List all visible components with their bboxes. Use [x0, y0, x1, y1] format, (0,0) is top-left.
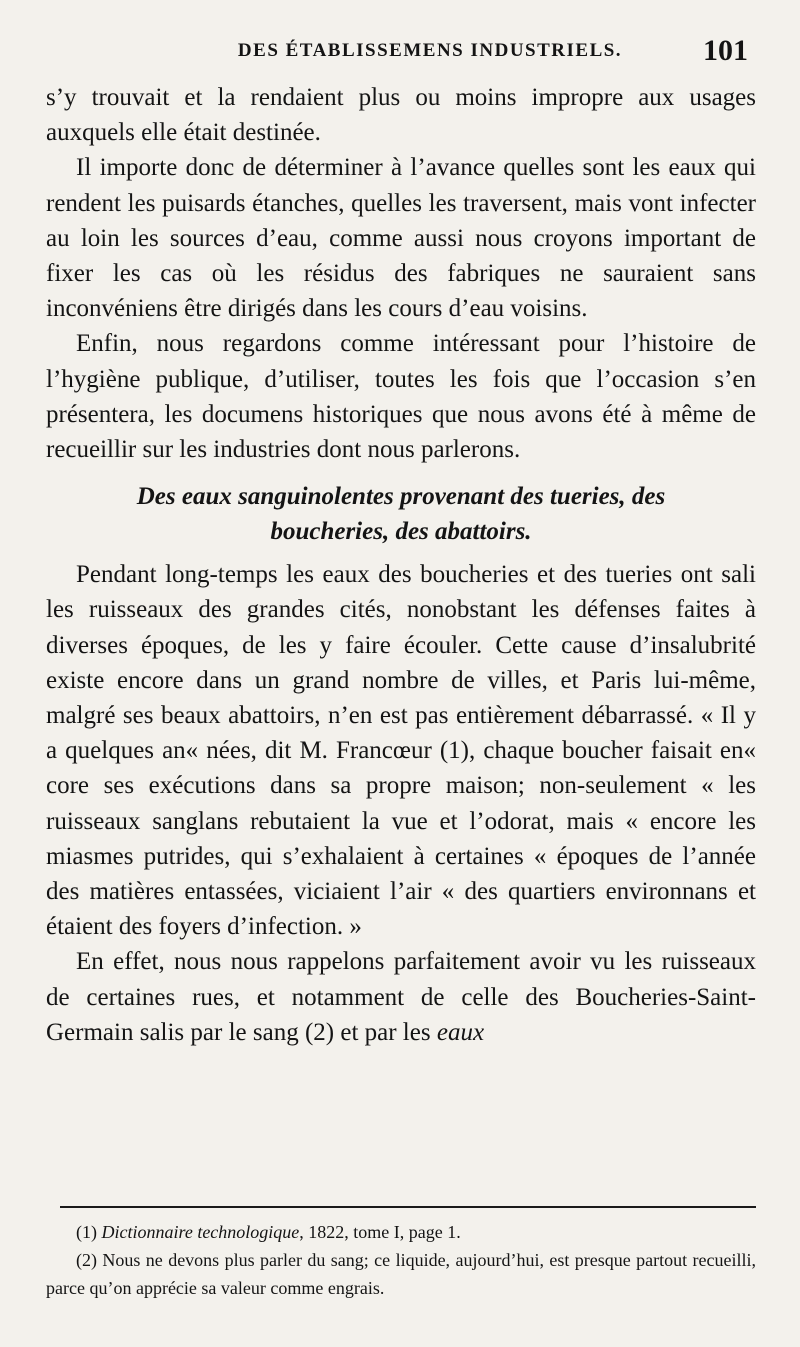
main-text — [46, 80, 756, 1050]
paragraph: Il importe donc de déterminer à l’avance quelles sont les eaux qui rendent les puisards étanches, quelles les traversent, mais vont infecter au loin les sources d’eau, comme aussi nous croyons important de fixer les cas où les résidus des fabriques ne sauraient sans inconvéniens être dirigés dans les cours d’eau voisins. — [46, 154, 756, 323]
section-heading — [46, 479, 756, 549]
paragraph-continuation: s’y trouvait et la rendaient plus ou moins impropre aux usages auxquels elle était destinée. — [46, 84, 756, 147]
footnote-1 — [46, 1218, 756, 1246]
footnote-marker: (1) — [76, 1222, 97, 1242]
footnotes — [46, 1218, 756, 1302]
page-header — [46, 34, 754, 74]
section-heading-line: boucheries, des abattoirs. — [270, 518, 532, 546]
paragraph: Pendant long-temps les eaux des boucheries et des tueries ont sali les ruisseaux des grandes cités, nonobstant les défenses faites à diverses époques, de les y faire écouler. Cette cause d’insalubrité existe encore dans un grand nombre de villes, et Paris lui-même, malgré ses beaux abattoirs, n’en est pas entièrement débarrassé. « Il y a quelques an« nées, dit M. Francœur (1), chaque boucher faisait en« core ses exécutions dans sa propre maison; non-seulement « les ruisseaux sanglans rebutaient la vue et l’odorat, mais « encore les miasmes putrides, qui s’exhalaient à certaines « époques de l’année des matières entassées, viciaient l’air « des quartiers environnans et étaient des foyers d’infection. » — [46, 561, 756, 941]
page-number: 101 — [703, 34, 748, 67]
footnote-rule — [60, 1206, 756, 1208]
footnote-2: (2) Nous ne devons plus parler du sang; ce liquide, aujourd’hui, est presque partout recueilli, parce qu’on apprécie sa valeur comme engrais. — [46, 1250, 756, 1298]
italic-word: eaux — [436, 1018, 485, 1046]
footnote-title: Dictionnaire technologique — [101, 1222, 300, 1242]
footnote-text: , 1822, tome I, page 1. — [299, 1222, 461, 1242]
paragraph — [46, 944, 756, 1050]
paragraph-text: En effet, nous nous rappelons parfaitement avoir vu les ruisseaux de certaines rues, et notamment de celle des Boucheries-Saint-Germain salis par le sang (2) et par les — [46, 948, 756, 1046]
running-title: DES ÉTABLISSEMENS INDUSTRIELS. — [237, 40, 623, 61]
section-heading-line: Des eaux sanguinolentes provenant des tueries, des — [136, 483, 666, 511]
paragraph: Enfin, nous regardons comme intéressant pour l’histoire de l’hygiène publique, d’utiliser, toutes les fois que l’occasion s’en présentera, les documens historiques que nous avons été à même de recueillir sur les industries dont nous parlerons. — [46, 330, 756, 464]
